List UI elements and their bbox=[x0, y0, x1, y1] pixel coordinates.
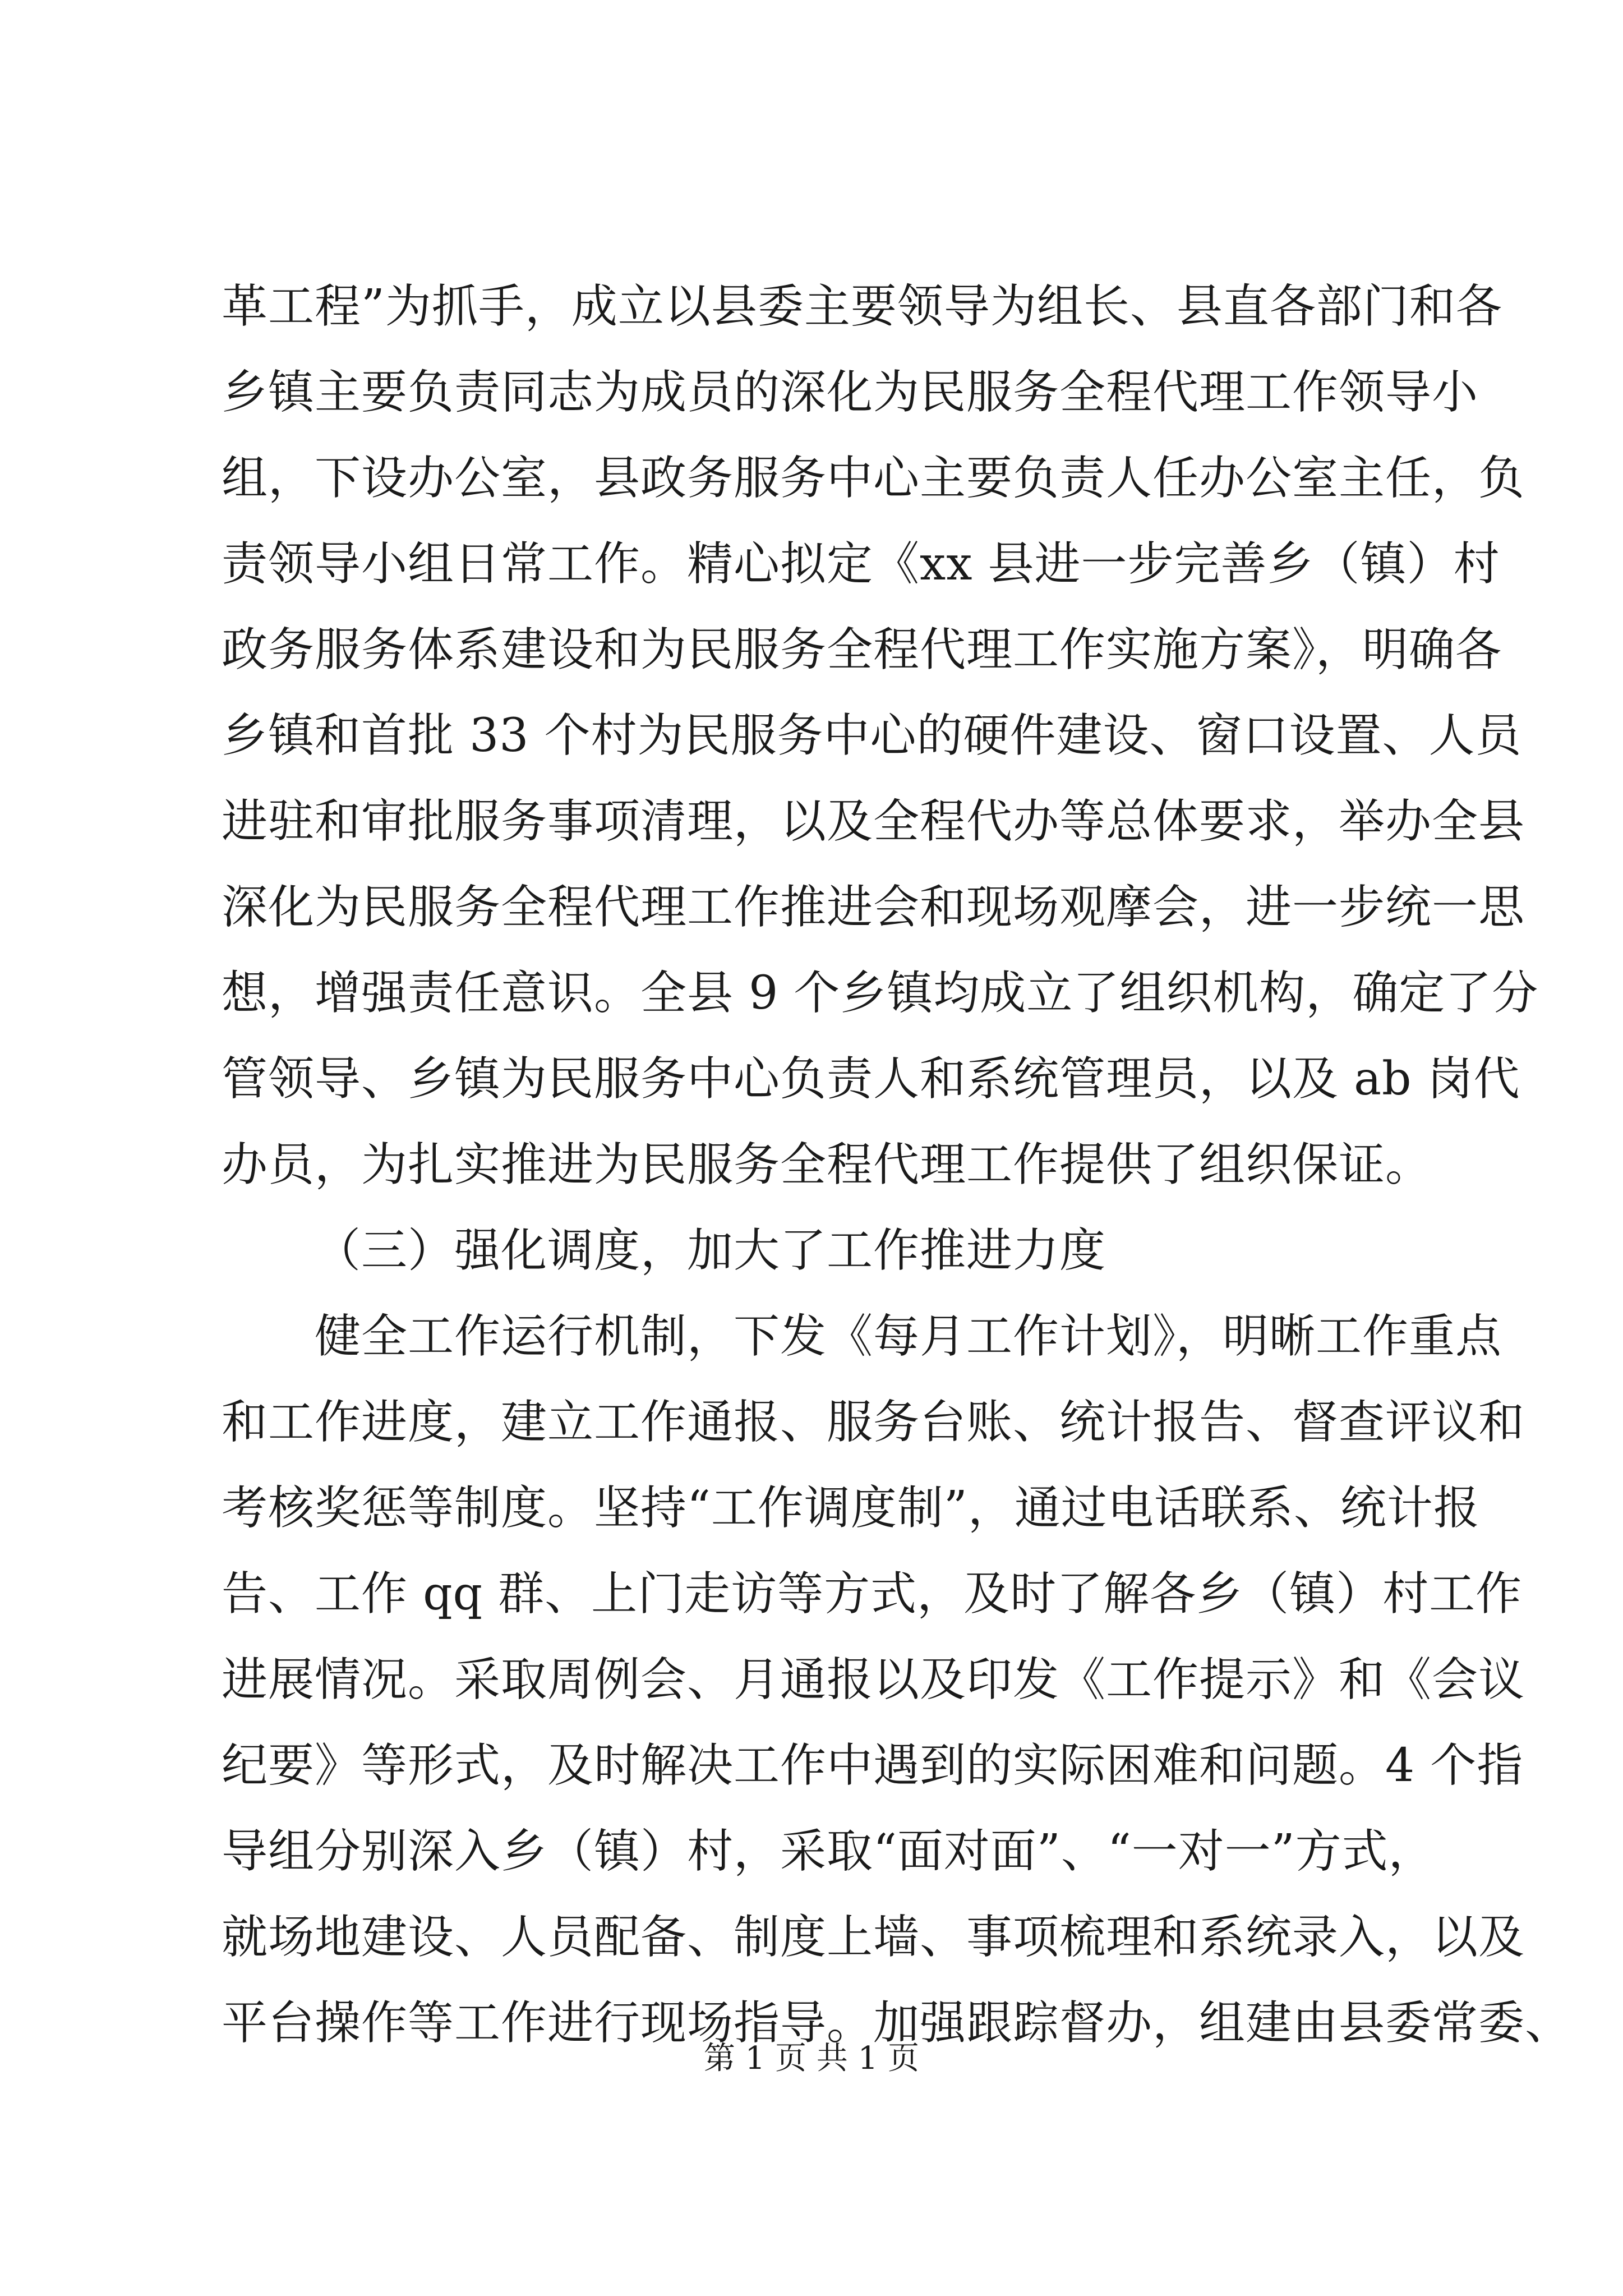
paragraph-line-18: 纪要》等形式，及时解决工作中遇到的实际困难和问题。4 个指 bbox=[222, 1739, 1524, 1792]
paragraph-line-8: 深化为民服务全程代理工作推进会和现场观摩会，进一步统一思 bbox=[222, 881, 1525, 934]
paragraph-line-14: 和工作进度，建立工作通报、服务台账、统计报告、督查评议和 bbox=[222, 1396, 1525, 1449]
paragraph-line-10: 管领导、乡镇为民服务中心负责人和系统管理员，以及 ab 岗代 bbox=[222, 1052, 1520, 1106]
section-heading: （三）强化调度，加大了工作推进力度 bbox=[315, 1224, 1106, 1277]
paragraph-line-11: 办员，为扎实推进为民服务全程代理工作提供了组织保证。 bbox=[222, 1138, 1432, 1191]
paragraph-line-3: 组，下设办公室，县政务服务中心主要负责人任办公室主任，负 bbox=[222, 452, 1525, 505]
paragraph-line-16: 告、工作 qq 群、上门走访等方式，及时了解各乡（镇）村工作 bbox=[222, 1567, 1523, 1621]
paragraph-line-4: 责领导小组日常工作。精心拟定《xx 县进一步完善乡（镇）村 bbox=[222, 537, 1500, 591]
page-footer: 第 1 页 共 1 页 bbox=[703, 2040, 920, 2077]
paragraph-line-17: 进展情况。采取周例会、月通报以及印发《工作提示》和《会议 bbox=[222, 1653, 1525, 1706]
paragraph-line-6: 乡镇和首批 33 个村为民服务中心的硬件建设、窗口设置、人员 bbox=[222, 709, 1522, 762]
paragraph-line-19: 导组分别深入乡（镇）村，采取“面对面”、“一对一”方式， bbox=[222, 1825, 1435, 1878]
paragraph-line-2: 乡镇主要负责同志为成员的深化为民服务全程代理工作领导小 bbox=[222, 366, 1479, 419]
document-body bbox=[222, 264, 1572, 2066]
paragraph-line-9: 想，增强责任意识。全县 9 个乡镇均成立了组织机构，确定了分 bbox=[222, 967, 1539, 1020]
paragraph-line-13: 健全工作运行机制，下发《每月工作计划》，明晰工作重点 bbox=[315, 1310, 1502, 1363]
paragraph-line-15: 考核奖惩等制度。坚持“工作调度制”，通过电话联系、统计报 bbox=[222, 1481, 1480, 1535]
paragraph-line-7: 进驻和审批服务事项清理，以及全程代办等总体要求，举办全县 bbox=[222, 795, 1525, 848]
paragraph-line-20: 就场地建设、人员配备、制度上墙、事项梳理和系统录入，以及 bbox=[222, 1911, 1525, 1964]
paragraph-line-5: 政务服务体系建设和为民服务全程代理工作实施方案》，明确各 bbox=[222, 623, 1502, 677]
paragraph-line-1: 革工程”为抓手，成立以县委主要领导为组长、县直各部门和各 bbox=[222, 280, 1502, 333]
paragraph-line-21: 平台操作等工作进行现场指导。加强跟踪督办，组建由县委常委、 bbox=[222, 1996, 1572, 2050]
